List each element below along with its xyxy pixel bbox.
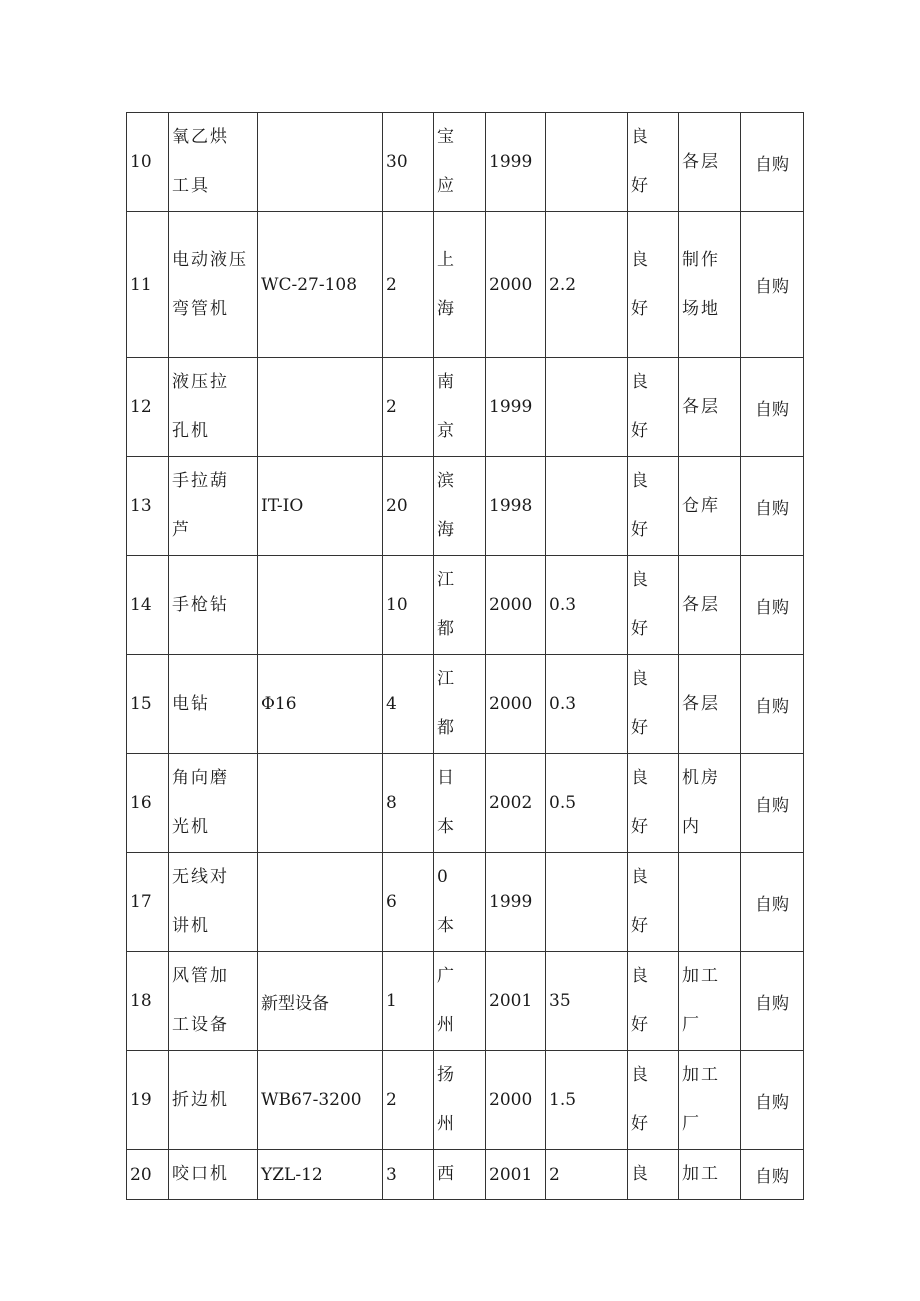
- year-cell: 1999: [486, 113, 546, 212]
- quantity-cell: 6: [383, 853, 434, 952]
- model-cell: 新型设备: [258, 952, 383, 1051]
- location-cell: [679, 358, 741, 457]
- quantity-cell: 8: [383, 754, 434, 853]
- status-cell-line: 良: [631, 570, 650, 590]
- year-cell: 2000: [486, 556, 546, 655]
- year-cell: 1999: [486, 853, 546, 952]
- origin-cell-line: 本: [437, 916, 456, 936]
- origin-cell-line: 京: [437, 421, 456, 441]
- status-cell: [628, 754, 679, 853]
- equipment-name-cell: [169, 457, 258, 556]
- origin-cell-line: 西: [437, 1164, 456, 1184]
- equipment-name-cell-line: 弯管机: [172, 298, 229, 319]
- power-cell: 1.5: [546, 1051, 628, 1150]
- table-row: [127, 853, 804, 952]
- equipment-name-cell-line: 工设备: [172, 1015, 229, 1035]
- origin-cell-line: 都: [437, 619, 456, 639]
- origin-cell-line: 海: [437, 298, 456, 319]
- table-row: [127, 754, 804, 853]
- status-cell-line: 好: [631, 619, 650, 639]
- origin-cell: [434, 113, 486, 212]
- model-cell: Φ16: [258, 655, 383, 754]
- status-cell-line: 好: [631, 421, 650, 441]
- power-cell: 35: [546, 952, 628, 1051]
- location-cell-line: 厂: [682, 1114, 701, 1134]
- model-cell: [258, 853, 383, 952]
- origin-cell: [434, 1150, 486, 1200]
- row-number-cell: 13: [127, 457, 169, 556]
- status-cell: [628, 113, 679, 212]
- equipment-name-cell-line: 芦: [172, 520, 191, 540]
- row-number-cell: 20: [127, 1150, 169, 1200]
- origin-cell-line: 都: [437, 718, 456, 738]
- source-cell: 自购: [741, 212, 804, 358]
- table-row: [127, 556, 804, 655]
- table-row: [127, 1150, 804, 1200]
- status-cell: [628, 655, 679, 754]
- status-cell: [628, 952, 679, 1051]
- origin-cell-line: 广: [437, 966, 456, 986]
- origin-cell-line: 滨: [437, 471, 456, 491]
- location-cell-line: 内: [682, 817, 701, 837]
- location-cell: [679, 212, 741, 358]
- year-cell: 2000: [486, 1051, 546, 1150]
- status-cell-line: 良: [631, 372, 650, 392]
- origin-cell-line: 州: [437, 1015, 456, 1035]
- equipment-name-cell-line: 光机: [172, 817, 210, 837]
- source-cell: 自购: [741, 853, 804, 952]
- year-cell: 2001: [486, 1150, 546, 1200]
- equipment-name-cell: [169, 556, 258, 655]
- origin-cell-line: 扬: [437, 1065, 456, 1085]
- equipment-name-cell: [169, 1051, 258, 1150]
- status-cell-line: 良: [631, 1164, 650, 1184]
- year-cell: 1999: [486, 358, 546, 457]
- location-cell: [679, 1051, 741, 1150]
- location-cell-line: 制作: [682, 249, 720, 270]
- equipment-name-cell-line: 手拉葫: [172, 471, 229, 491]
- quantity-cell: 20: [383, 457, 434, 556]
- model-cell: IT-IO: [258, 457, 383, 556]
- power-cell: [546, 113, 628, 212]
- origin-cell-line: 江: [437, 570, 456, 590]
- origin-cell-line: 应: [437, 176, 456, 196]
- status-cell: [628, 1150, 679, 1200]
- origin-cell-line: 日: [437, 768, 456, 788]
- status-cell: [628, 1051, 679, 1150]
- status-cell-line: 良: [631, 127, 650, 147]
- power-cell: 0.5: [546, 754, 628, 853]
- model-cell: [258, 754, 383, 853]
- origin-cell: [434, 952, 486, 1051]
- power-cell: 0.3: [546, 655, 628, 754]
- equipment-name-cell: [169, 952, 258, 1051]
- equipment-name-cell-line: 讲机: [172, 916, 210, 936]
- status-cell-line: 好: [631, 1114, 650, 1134]
- equipment-name-cell: [169, 358, 258, 457]
- quantity-cell: 2: [383, 212, 434, 358]
- equipment-table: [126, 112, 804, 1200]
- model-cell: YZL-12: [258, 1150, 383, 1200]
- origin-cell: [434, 212, 486, 358]
- location-cell: [679, 754, 741, 853]
- power-cell: 2.2: [546, 212, 628, 358]
- equipment-name-cell-line: 无线对: [172, 867, 229, 887]
- location-cell-line: 各层: [682, 693, 720, 714]
- origin-cell-line: 江: [437, 669, 456, 689]
- year-cell: 2000: [486, 655, 546, 754]
- status-cell: [628, 358, 679, 457]
- status-cell-line: 好: [631, 1015, 650, 1035]
- origin-cell-line: 州: [437, 1114, 456, 1134]
- table-row: [127, 457, 804, 556]
- equipment-name-cell-line: 电动液压: [172, 249, 248, 270]
- origin-cell-line: 本: [437, 817, 456, 837]
- year-cell: 2000: [486, 212, 546, 358]
- origin-cell-line: 南: [437, 372, 456, 392]
- source-cell: 自购: [741, 113, 804, 212]
- quantity-cell: 2: [383, 358, 434, 457]
- status-cell-line: 好: [631, 176, 650, 196]
- quantity-cell: 10: [383, 556, 434, 655]
- status-cell-line: 良: [631, 669, 650, 689]
- table-row: [127, 212, 804, 358]
- row-number-cell: 18: [127, 952, 169, 1051]
- location-cell-line: 各层: [682, 151, 720, 172]
- equipment-name-cell-line: 手枪钻: [172, 594, 229, 615]
- location-cell-line: 仓库: [682, 495, 720, 516]
- location-cell-line: 加工: [682, 1164, 720, 1184]
- row-number-cell: 17: [127, 853, 169, 952]
- status-cell-line: 好: [631, 520, 650, 540]
- origin-cell: [434, 358, 486, 457]
- source-cell: 自购: [741, 952, 804, 1051]
- origin-cell: [434, 853, 486, 952]
- model-cell: WC-27-108: [258, 212, 383, 358]
- status-cell: [628, 853, 679, 952]
- equipment-name-cell-line: 孔机: [172, 421, 210, 441]
- location-cell: [679, 457, 741, 556]
- location-cell-line: 加工: [682, 1065, 720, 1085]
- model-cell: [258, 358, 383, 457]
- origin-cell-line: 0: [437, 867, 450, 887]
- equipment-name-cell-line: 风管加: [172, 966, 229, 986]
- location-cell-line: 厂: [682, 1015, 701, 1035]
- origin-cell-line: 海: [437, 520, 456, 540]
- location-cell-line: 场地: [682, 298, 720, 319]
- location-cell-line: 加工: [682, 966, 720, 986]
- table-row: [127, 952, 804, 1051]
- power-cell: [546, 358, 628, 457]
- location-cell-line: 各层: [682, 594, 720, 615]
- equipment-name-cell-line: 角向磨: [172, 768, 229, 788]
- power-cell: 2: [546, 1150, 628, 1200]
- source-cell: 自购: [741, 655, 804, 754]
- source-cell: 自购: [741, 556, 804, 655]
- location-cell: [679, 113, 741, 212]
- equipment-name-cell-line: 电钻: [172, 693, 210, 714]
- source-cell: 自购: [741, 457, 804, 556]
- source-cell: 自购: [741, 754, 804, 853]
- equipment-name-cell-line: 工具: [172, 176, 210, 196]
- quantity-cell: 3: [383, 1150, 434, 1200]
- equipment-name-cell: [169, 212, 258, 358]
- status-cell: [628, 556, 679, 655]
- row-number-cell: 16: [127, 754, 169, 853]
- status-cell: [628, 212, 679, 358]
- origin-cell-line: 宝: [437, 127, 456, 147]
- location-cell-line: 机房: [682, 768, 720, 788]
- row-number-cell: 19: [127, 1051, 169, 1150]
- equipment-name-cell-line: 折边机: [172, 1089, 229, 1110]
- quantity-cell: 30: [383, 113, 434, 212]
- table-row: [127, 1051, 804, 1150]
- equipment-name-cell-line: 氧乙烘: [172, 127, 229, 147]
- model-cell: WB67-3200: [258, 1051, 383, 1150]
- table-row: [127, 358, 804, 457]
- equipment-name-cell: [169, 853, 258, 952]
- location-cell: [679, 1150, 741, 1200]
- model-cell: [258, 113, 383, 212]
- equipment-name-cell: [169, 1150, 258, 1200]
- equipment-name-cell-line: 液压拉: [172, 372, 229, 392]
- table-row: [127, 655, 804, 754]
- source-cell: 自购: [741, 1051, 804, 1150]
- power-cell: [546, 457, 628, 556]
- origin-cell: [434, 1051, 486, 1150]
- status-cell-line: 好: [631, 817, 650, 837]
- equipment-name-cell: [169, 754, 258, 853]
- location-cell: [679, 655, 741, 754]
- row-number-cell: 14: [127, 556, 169, 655]
- quantity-cell: 4: [383, 655, 434, 754]
- status-cell-line: 好: [631, 916, 650, 936]
- quantity-cell: 1: [383, 952, 434, 1051]
- year-cell: 2002: [486, 754, 546, 853]
- status-cell-line: 良: [631, 966, 650, 986]
- status-cell-line: 良: [631, 249, 650, 270]
- status-cell-line: 良: [631, 867, 650, 887]
- power-cell: 0.3: [546, 556, 628, 655]
- origin-cell: [434, 556, 486, 655]
- model-cell: [258, 556, 383, 655]
- origin-cell-line: 上: [437, 249, 456, 270]
- location-cell: [679, 556, 741, 655]
- source-cell: 自购: [741, 1150, 804, 1200]
- status-cell-line: 好: [631, 718, 650, 738]
- origin-cell: [434, 457, 486, 556]
- year-cell: 2001: [486, 952, 546, 1051]
- status-cell-line: 好: [631, 298, 650, 319]
- equipment-name-cell-line: 咬口机: [172, 1164, 229, 1184]
- row-number-cell: 10: [127, 113, 169, 212]
- location-cell: [679, 853, 741, 952]
- row-number-cell: 12: [127, 358, 169, 457]
- year-cell: 1998: [486, 457, 546, 556]
- table-row: [127, 113, 804, 212]
- origin-cell: [434, 754, 486, 853]
- quantity-cell: 2: [383, 1051, 434, 1150]
- equipment-name-cell: [169, 655, 258, 754]
- status-cell-line: 良: [631, 471, 650, 491]
- origin-cell: [434, 655, 486, 754]
- location-cell-line: 各层: [682, 396, 720, 417]
- row-number-cell: 11: [127, 212, 169, 358]
- status-cell: [628, 457, 679, 556]
- status-cell-line: 良: [631, 1065, 650, 1085]
- row-number-cell: 15: [127, 655, 169, 754]
- equipment-name-cell: [169, 113, 258, 212]
- power-cell: [546, 853, 628, 952]
- source-cell: 自购: [741, 358, 804, 457]
- status-cell-line: 良: [631, 768, 650, 788]
- location-cell: [679, 952, 741, 1051]
